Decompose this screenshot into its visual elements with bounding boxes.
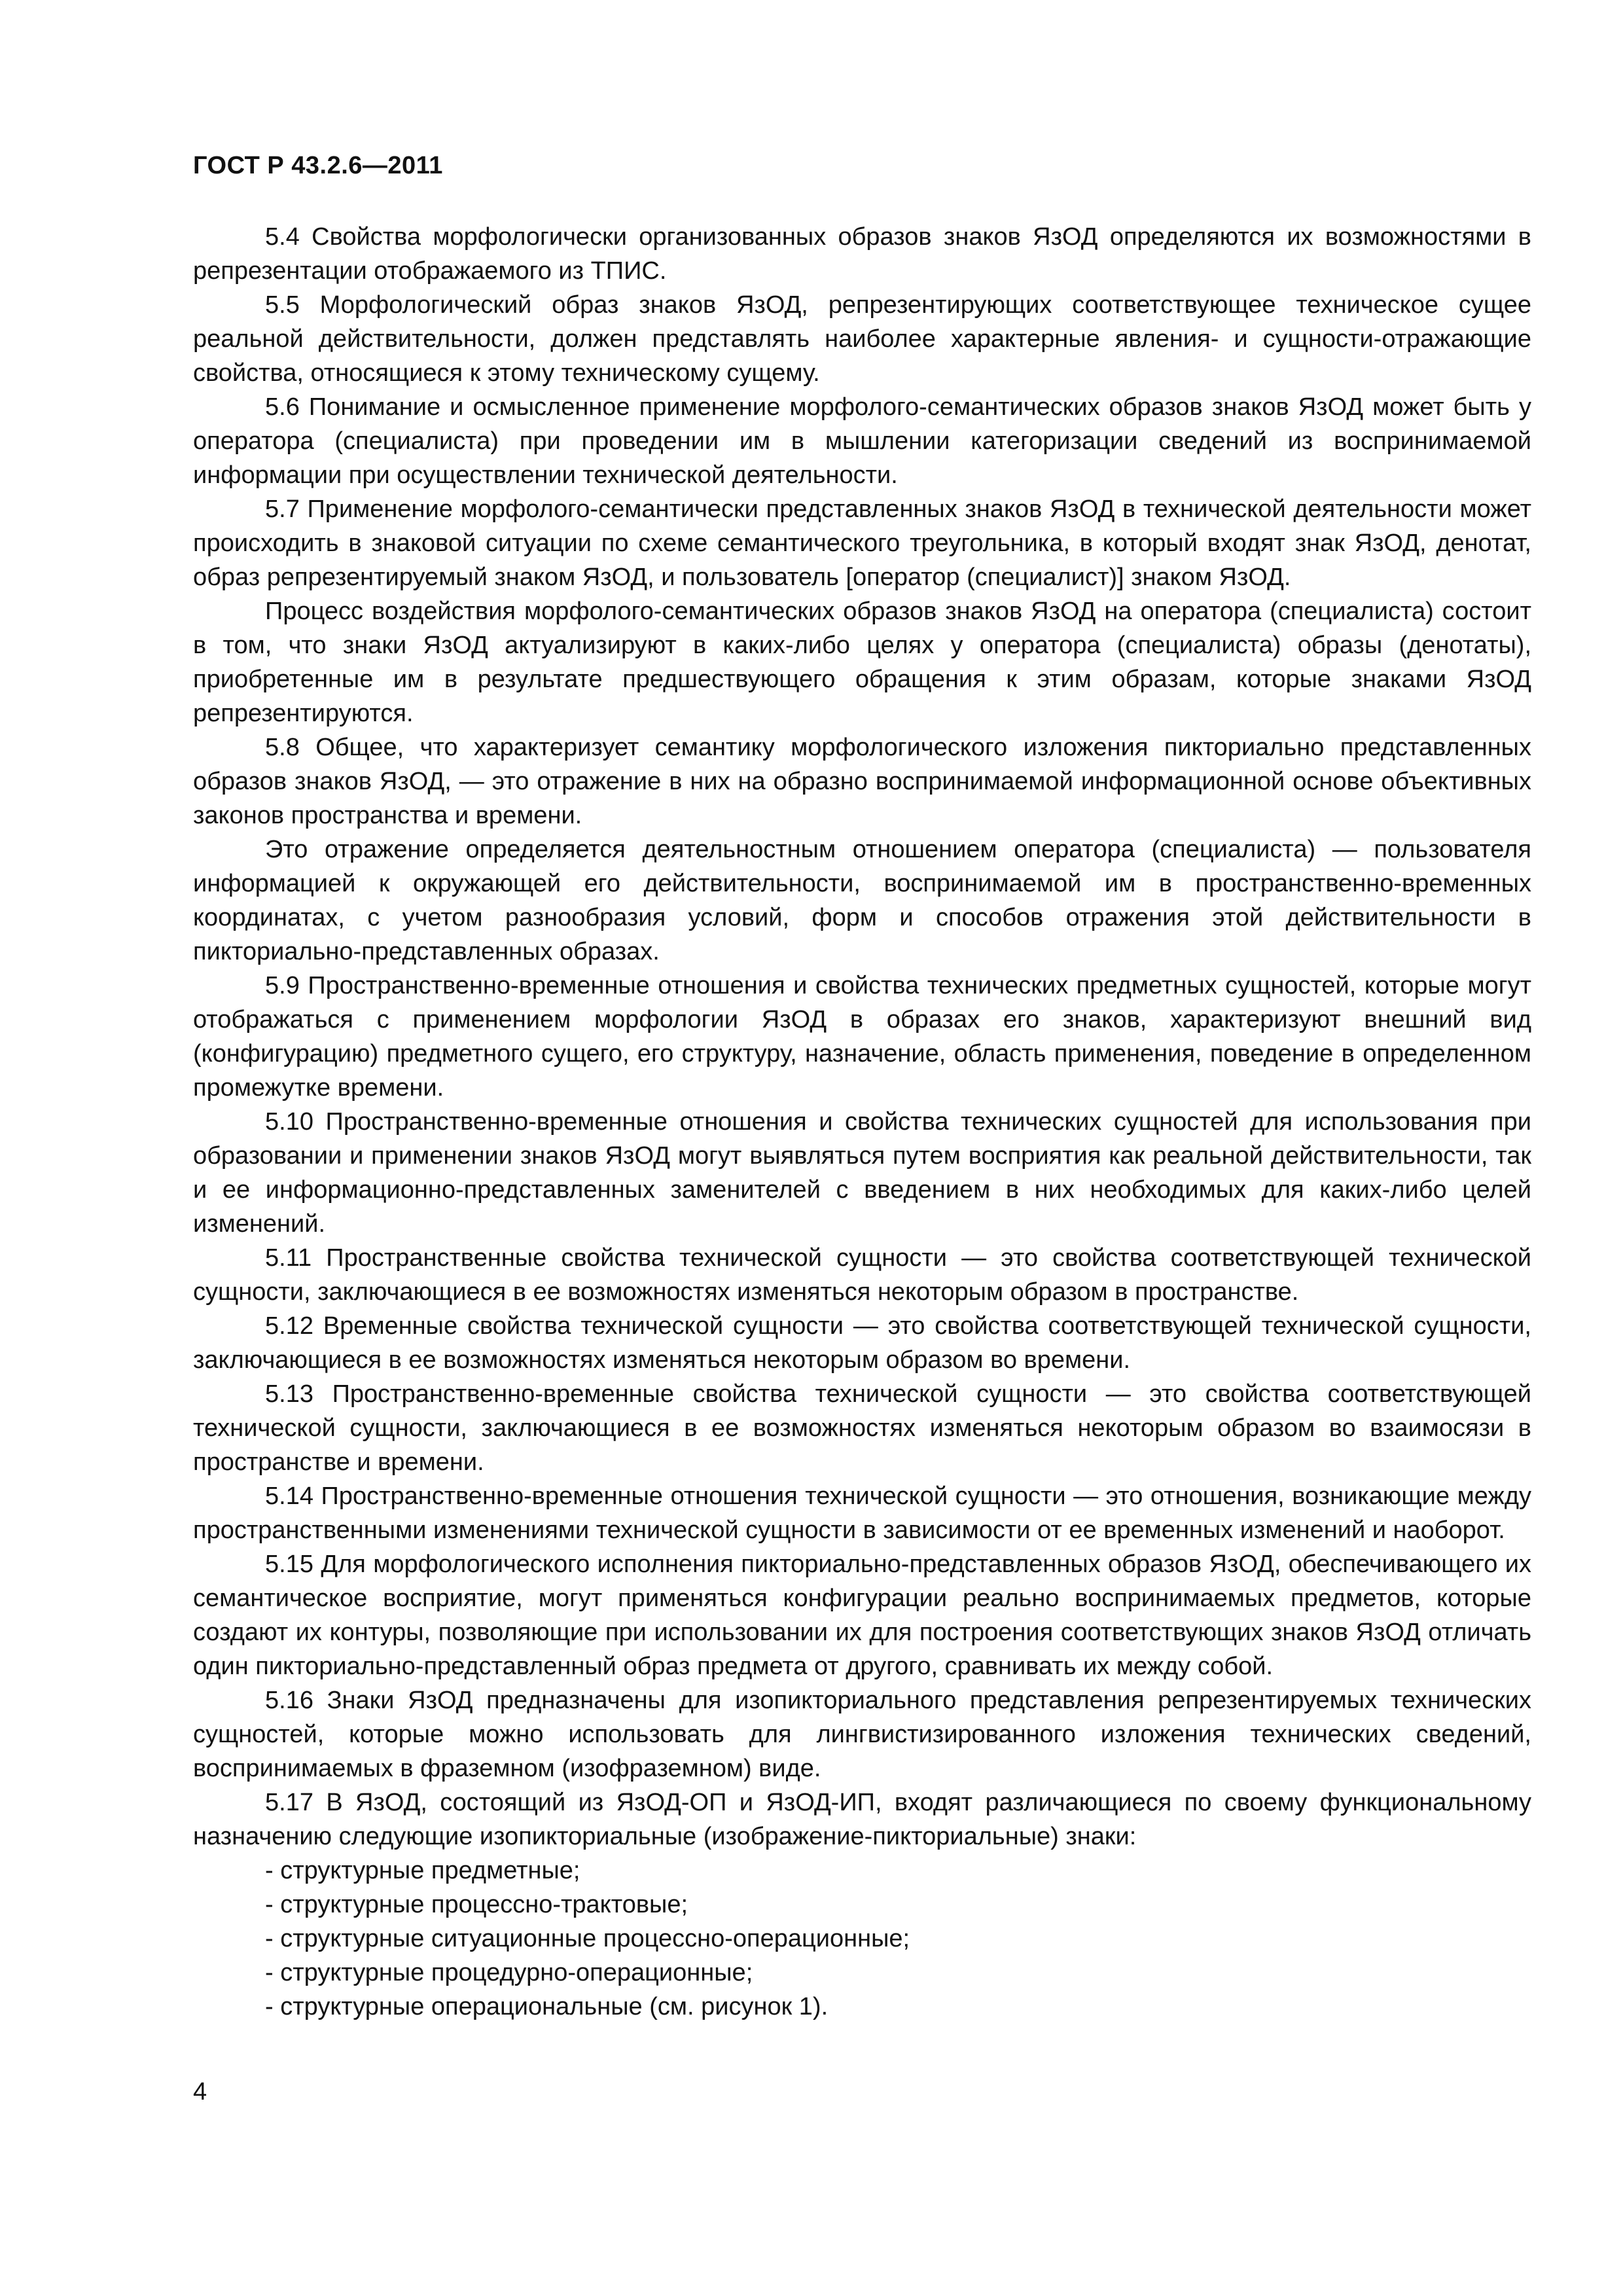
paragraph-5-5: 5.5 Морфологический образ знаков ЯзОД, репрезентирующих соответствующее техническое сущее реальной действительности, должен представлять наиболее характерные явления- и сущности-отражающие свойства, относящиеся к этому техническому сущему. bbox=[193, 291, 1531, 387]
list-item: - структурные операциональные (см. рисунок 1). bbox=[265, 1993, 829, 2020]
paragraph-5-13: 5.13 Пространственно-временные свойства технической сущности — это свойства соответствующей технической сущности, заключающиеся в ее возможностях изменяться некоторым образом во взаимосязи в пространстве и времени. bbox=[193, 1380, 1531, 1476]
list-item: - структурные ситуационные процессно-операционные; bbox=[265, 1925, 910, 1952]
document-header: ГОСТ Р 43.2.6—2011 bbox=[193, 152, 443, 179]
paragraph-5-7: 5.7 Применение морфолого-семантически представленных знаков ЯзОД в технической деятельности может происходить в знаковой ситуации по схеме семантического треугольника, в который входят знак ЯзОД, денотат, образ репрезентируемый знаком ЯзОД, и пользователь [оператор (специалист)] знаком ЯзОД. bbox=[193, 495, 1531, 591]
page-number: 4 bbox=[193, 2078, 207, 2106]
sign-types-list bbox=[193, 1854, 1531, 2024]
paragraph-5-9: 5.9 Пространственно-временные отношения и свойства технических предметных сущностей, которые могут отображаться с применением морфологии ЯзОД в образах его знаков, характеризуют внешний вид (конфигурацию) предметного сущего, его структуру, назначение, область применения, поведение в определенном промежутке времени. bbox=[193, 972, 1531, 1102]
list-item: - структурные предметные; bbox=[265, 1857, 580, 1884]
document-body bbox=[193, 220, 1531, 2024]
paragraph-5-15: 5.15 Для морфологического исполнения пикториально-представленных образов ЯзОД, обеспечивающего их семантическое восприятие, могут применяться конфигурации реально воспринимаемых предметов, которые создают их контуры, позволяющие при использовании их для построения соответствующих знаков ЯзОД отличать один пикториально-представленный образ предмета от другого, сравнивать их между собой. bbox=[193, 1551, 1531, 1680]
paragraph-5-7-continued: Процесс воздействия морфолого-семантических образов знаков ЯзОД на оператора (специалиста) состоит в том, что знаки ЯзОД актуализируют в каких-либо целях у оператора (специалиста) образы (денотаты), приобретенные им в результате предшествующего обращения к этим образам, которые знаками ЯзОД репрезентируются. bbox=[193, 598, 1531, 727]
paragraph-5-6: 5.6 Понимание и осмысленное применение морфолого-семантических образов знаков ЯзОД может быть у оператора (специалиста) при проведении им в мышлении категоризации сведений из воспринимаемой информации при осуществлении технической деятельности. bbox=[193, 393, 1531, 489]
paragraph-5-14: 5.14 Пространственно-временные отношения технической сущности — это отношения, возникающие между пространственными изменениями технической сущности в зависимости от ее временных изменений и наоборот. bbox=[193, 1482, 1531, 1544]
list-item: - структурные процессно-трактовые; bbox=[265, 1891, 688, 1918]
paragraph-5-8: 5.8 Общее, что характеризует семантику морфологического изложения пикториально представленных образов знаков ЯзОД, — это отражение в них на образно воспринимаемой информационной основе объективных законов пространства и времени. bbox=[193, 734, 1531, 829]
paragraph-5-17: 5.17 В ЯзОД, состоящий из ЯзОД-ОП и ЯзОД-ИП, входят различающиеся по своему функциональному назначению следующие изопикториальные (изображение-пикториальные) знаки: bbox=[193, 1789, 1531, 1850]
paragraph-5-4: 5.4 Свойства морфологически организованных образов знаков ЯзОД определяются их возможностями в репрезентации отображаемого из ТПИС. bbox=[193, 223, 1531, 285]
paragraph-5-11: 5.11 Пространственные свойства технической сущности — это свойства соответствующей технической сущности, заключающиеся в ее возможностях изменяться некоторым образом в пространстве. bbox=[193, 1244, 1531, 1306]
paragraph-5-16: 5.16 Знаки ЯзОД предназначены для изопикториального представления репрезентируемых технических сущностей, которые можно использовать для лингвистизированного изложения технических сведений, воспринимаемых в фраземном (изофраземном) виде. bbox=[193, 1687, 1531, 1782]
list-item: - структурные процедурно-операционные; bbox=[265, 1959, 753, 1986]
paragraph-5-8-continued: Это отражение определяется деятельностным отношением оператора (специалиста) — пользователя информацией к окружающей его действительности, воспринимаемой им в пространственно-временных координатах, с учетом разнообразия условий, форм и способов отражения этой действительности в пикториально-представленных образах. bbox=[193, 836, 1531, 965]
paragraph-5-12: 5.12 Временные свойства технической сущности — это свойства соответствующей технической сущности, заключающиеся в ее возможностях изменяться некоторым образом во времени. bbox=[193, 1312, 1531, 1374]
paragraph-5-10: 5.10 Пространственно-временные отношения и свойства технических сущностей для использования при образовании и применении знаков ЯзОД могут выявляться путем восприятия как реальной действительности, так и ее информационно-представленных заменителей с введением в них необходимых для каких-либо целей изменений. bbox=[193, 1108, 1531, 1238]
